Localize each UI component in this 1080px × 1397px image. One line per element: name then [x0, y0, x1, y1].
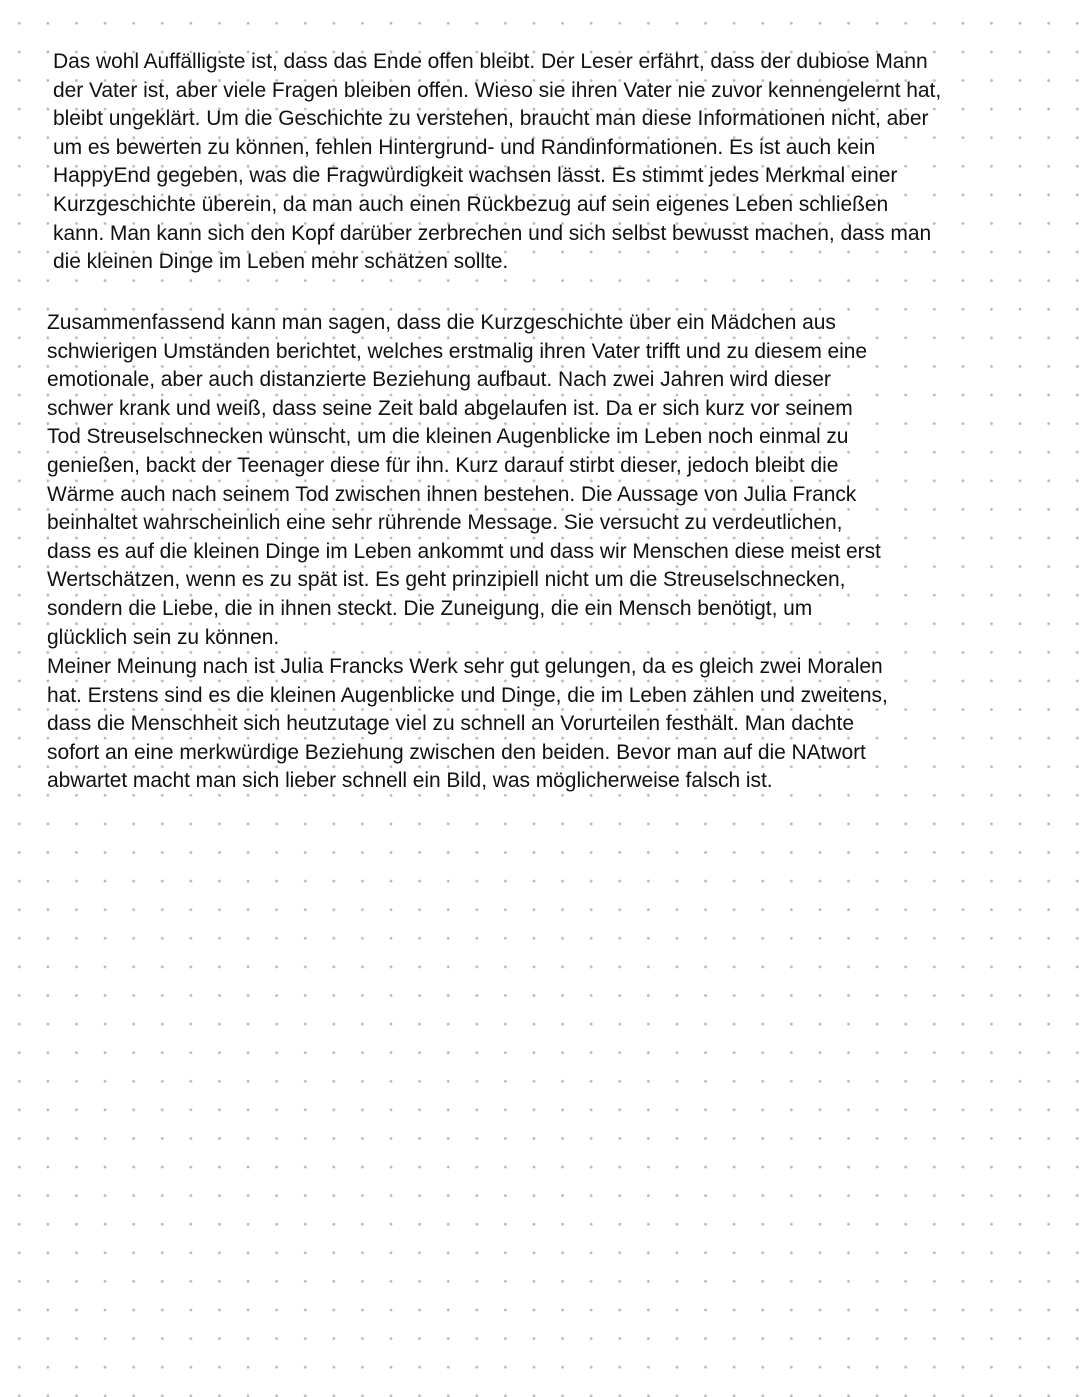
text-line: abwartet macht man sich lieber schnell ein Bild, was möglicherweise falsch ist.: [47, 769, 773, 793]
text-line: Das wohl Auffälligste ist, dass das Ende offen bleibt. Der Leser erfährt, dass der dubiose Mann: [53, 50, 928, 73]
text-line: HappyEnd gegeben, was die Fragwürdigkeit wachsen lässt. Es stimmt jedes Merkmal einer: [53, 164, 898, 188]
paragraph-open-ending: [53, 48, 1043, 277]
text-line: dass die Menschheit sich heutzutage viel zu schnell an Vorurteilen festhält. Man dachte: [47, 712, 854, 736]
text-line: schwierigen Umständen berichtet, welches erstmalig ihren Vater trifft und zu diesem eine: [47, 339, 868, 363]
text-line: emotionale, aber auch distanzierte Beziehung aufbaut. Nach zwei Jahren wird dieser: [47, 368, 831, 392]
text-line: Kurzgeschichte überein, da man auch einen Rückbezug auf sein eigenes Leben schließen: [53, 192, 889, 216]
paragraph-summary: [47, 309, 1037, 652]
text-line: sofort an eine merkwürdige Beziehung zwischen den beiden. Bevor man auf die NAtwort: [47, 740, 866, 764]
text-line: kann. Man kann sich den Kopf darüber zerbrechen und sich selbst bewusst machen, dass man: [53, 221, 932, 245]
text-line: Wärme auch nach seinem Tod zwischen ihnen bestehen. Die Aussage von Julia Franck: [47, 482, 857, 506]
text-line: dass es auf die kleinen Dinge im Leben ankommt und dass wir Menschen diese meist erst: [47, 539, 881, 563]
text-line: der Vater ist, aber viele Fragen bleiben offen. Wieso sie ihren Vater nie zuvor kennengelernt hat,: [53, 78, 942, 102]
text-line: um es bewerten zu können, fehlen Hintergrund- und Randinformationen. Es ist auch kein: [53, 135, 876, 159]
text-line: Meiner Meinung nach ist Julia Francks Werk sehr gut gelungen, da es gleich zwei Moralen: [47, 655, 883, 678]
text-line: Wertschätzen, wenn es zu spät ist. Es geht prinzipiell nicht um die Streuselschnecken,: [47, 568, 846, 592]
text-line: genießen, backt der Teenager diese für ihn. Kurz darauf stirbt dieser, jedoch bleibt die: [47, 453, 839, 477]
text-line: die kleinen Dinge im Leben mehr schätzen sollte.: [53, 250, 509, 274]
text-line: schwer krank und weiß, dass seine Zeit bald abgelaufen ist. Da er sich kurz vor seinem: [47, 396, 853, 420]
paragraph-opinion: [47, 653, 1037, 796]
text-line: Zusammenfassend kann man sagen, dass die Kurzgeschichte über ein Mädchen aus: [47, 311, 836, 334]
text-line: glücklich sein zu können.: [47, 625, 280, 649]
text-line: Tod Streuselschnecken wünscht, um die kleinen Augenblicke im Leben noch einmal zu: [47, 425, 849, 449]
text-line: sondern die Liebe, die in ihnen steckt. Die Zuneigung, die ein Mensch benötigt, um: [47, 596, 813, 620]
text-line: beinhaltet wahrscheinlich eine sehr rührende Message. Sie versucht zu verdeutlichen,: [47, 511, 843, 535]
text-line: bleibt ungeklärt. Um die Geschichte zu verstehen, braucht man diese Informationen nicht, aber: [53, 107, 929, 131]
text-line: hat. Erstens sind es die kleinen Augenblicke und Dinge, die im Leben zählen und zweitens,: [47, 683, 888, 707]
